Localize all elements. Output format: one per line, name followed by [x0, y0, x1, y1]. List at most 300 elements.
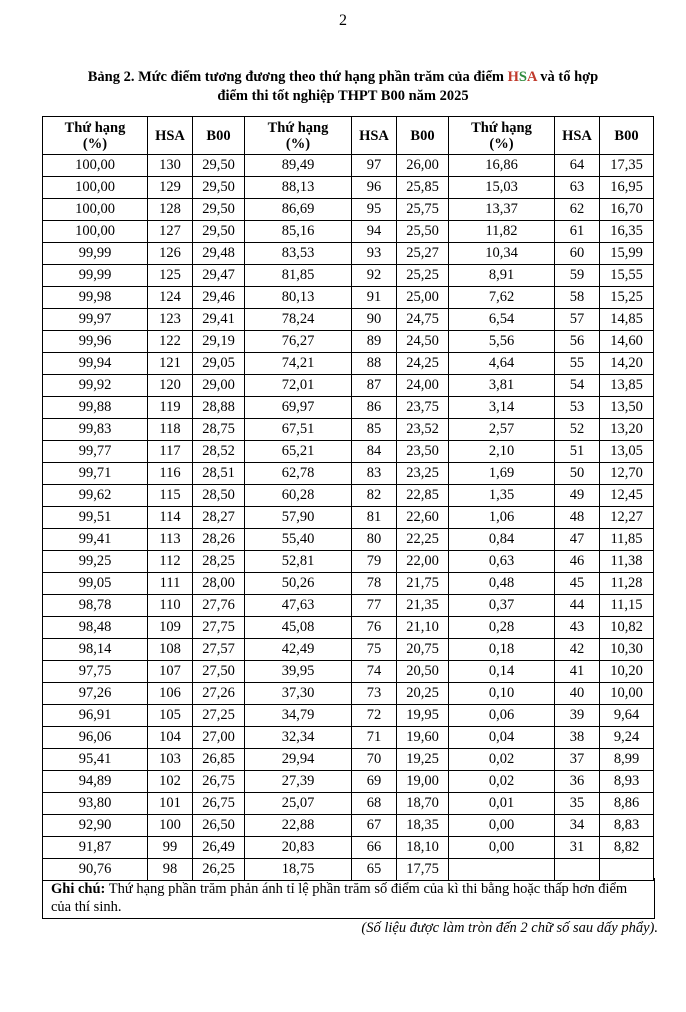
table-row [43, 661, 654, 683]
table-cell: 27,76 [193, 595, 245, 617]
table-cell: 27,57 [193, 639, 245, 661]
table-cell: 21,10 [397, 617, 449, 639]
table-row [43, 705, 654, 727]
table-cell: 32,34 [245, 727, 352, 749]
table-cell: 81,85 [245, 265, 352, 287]
table-cell: 73 [352, 683, 397, 705]
table-cell: 28,26 [193, 529, 245, 551]
table-cell: 0,48 [449, 573, 555, 595]
table-cell: 0,01 [449, 793, 555, 815]
table-cell: 27,25 [193, 705, 245, 727]
table-cell: 0,37 [449, 595, 555, 617]
table-cell: 23,50 [397, 441, 449, 463]
table-cell: 15,03 [449, 177, 555, 199]
table-cell: 28,25 [193, 551, 245, 573]
table-cell: 88,13 [245, 177, 352, 199]
table-cell: 109 [148, 617, 193, 639]
header-b00-3: B00 [600, 117, 654, 155]
table-cell: 68 [352, 793, 397, 815]
table-cell: 19,00 [397, 771, 449, 793]
table-cell: 99,98 [43, 287, 148, 309]
table-row [43, 243, 654, 265]
table-cell: 15,25 [600, 287, 654, 309]
table-cell: 108 [148, 639, 193, 661]
table-row [43, 419, 654, 441]
table-cell: 11,82 [449, 221, 555, 243]
header-rank-3: Thứ hạng (%) [449, 117, 555, 155]
table-cell: 8,82 [600, 837, 654, 859]
score-table [42, 116, 654, 881]
table-cell: 40 [555, 683, 600, 705]
table-cell: 15,55 [600, 265, 654, 287]
table-cell: 99,77 [43, 441, 148, 463]
table-cell: 24,25 [397, 353, 449, 375]
table-cell: 8,91 [449, 265, 555, 287]
table-cell: 26,75 [193, 793, 245, 815]
table-cell: 25,25 [397, 265, 449, 287]
table-cell: 99,94 [43, 353, 148, 375]
table-cell: 83,53 [245, 243, 352, 265]
table-row [43, 265, 654, 287]
table-cell: 28,27 [193, 507, 245, 529]
table-cell: 83 [352, 463, 397, 485]
table-cell: 10,00 [600, 683, 654, 705]
table-cell: 8,99 [600, 749, 654, 771]
table-cell: 65 [352, 859, 397, 881]
table-cell: 20,75 [397, 639, 449, 661]
table-cell: 27,39 [245, 771, 352, 793]
table-cell: 18,70 [397, 793, 449, 815]
table-cell: 88 [352, 353, 397, 375]
table-cell: 57 [555, 309, 600, 331]
table-row [43, 287, 654, 309]
table-row [43, 507, 654, 529]
table-cell: 112 [148, 551, 193, 573]
table-cell: 29,94 [245, 749, 352, 771]
table-cell: 54 [555, 375, 600, 397]
table-cell: 12,45 [600, 485, 654, 507]
table-cell: 81 [352, 507, 397, 529]
table-row [43, 749, 654, 771]
table-cell: 86,69 [245, 199, 352, 221]
table-cell: 58 [555, 287, 600, 309]
table-cell: 10,34 [449, 243, 555, 265]
table-cell: 14,20 [600, 353, 654, 375]
table-cell: 13,05 [600, 441, 654, 463]
table-cell: 29,19 [193, 331, 245, 353]
table-row [43, 529, 654, 551]
table-cell: 76,27 [245, 331, 352, 353]
table-cell: 0,00 [449, 837, 555, 859]
table-cell: 0,10 [449, 683, 555, 705]
table-cell: 25,75 [397, 199, 449, 221]
table-cell: 27,50 [193, 661, 245, 683]
table-cell: 11,85 [600, 529, 654, 551]
table-row [43, 617, 654, 639]
table-cell: 29,41 [193, 309, 245, 331]
table-cell: 65,21 [245, 441, 352, 463]
table-cell: 8,83 [600, 815, 654, 837]
table-cell: 95,41 [43, 749, 148, 771]
table-cell: 67 [352, 815, 397, 837]
table-cell: 46 [555, 551, 600, 573]
table-cell: 104 [148, 727, 193, 749]
table-row [43, 793, 654, 815]
title-hsa-s: S [518, 69, 527, 85]
table-cell: 94,89 [43, 771, 148, 793]
title-line1-after: và tổ hợp [536, 69, 599, 85]
table-row [43, 331, 654, 353]
table-cell: 97,26 [43, 683, 148, 705]
table-cell: 7,62 [449, 287, 555, 309]
table-cell: 42,49 [245, 639, 352, 661]
table-cell: 19,25 [397, 749, 449, 771]
table-cell: 28,00 [193, 573, 245, 595]
table-cell: 89,49 [245, 155, 352, 177]
table-cell: 22,88 [245, 815, 352, 837]
table-cell: 29,50 [193, 221, 245, 243]
table-cell: 21,75 [397, 573, 449, 595]
table-cell: 76 [352, 617, 397, 639]
table-cell: 99 [148, 837, 193, 859]
table-cell: 39,95 [245, 661, 352, 683]
table-cell: 74 [352, 661, 397, 683]
table-cell: 50 [555, 463, 600, 485]
table-cell: 94 [352, 221, 397, 243]
table-cell: 74,21 [245, 353, 352, 375]
table-cell: 0,63 [449, 551, 555, 573]
table-cell: 3,14 [449, 397, 555, 419]
table-cell: 47,63 [245, 595, 352, 617]
table-cell: 92,90 [43, 815, 148, 837]
table-cell: 0,02 [449, 749, 555, 771]
table-cell: 29,05 [193, 353, 245, 375]
table-cell: 55 [555, 353, 600, 375]
table-cell: 16,86 [449, 155, 555, 177]
table-cell: 20,50 [397, 661, 449, 683]
table-cell: 100,00 [43, 221, 148, 243]
table-cell: 102 [148, 771, 193, 793]
table-cell: 67,51 [245, 419, 352, 441]
table-cell: 45 [555, 573, 600, 595]
table-cell: 63 [555, 177, 600, 199]
table-row [43, 353, 654, 375]
table-cell: 0,18 [449, 639, 555, 661]
table-cell: 1,06 [449, 507, 555, 529]
table-cell: 9,24 [600, 727, 654, 749]
table-cell: 120 [148, 375, 193, 397]
table-cell: 26,49 [193, 837, 245, 859]
table-cell: 99,88 [43, 397, 148, 419]
table-cell: 36 [555, 771, 600, 793]
note-text: Thứ hạng phần trăm phản ánh tỉ lệ phần trăm số điểm của kì thi bằng hoặc thấp hơn điểm của thí sinh. [51, 881, 628, 915]
table-cell: 100,00 [43, 177, 148, 199]
table-cell: 42 [555, 639, 600, 661]
table-cell: 0,06 [449, 705, 555, 727]
note-label: Ghi chú: [51, 881, 106, 897]
title-hsa-a: A [526, 69, 537, 85]
table-cell: 39 [555, 705, 600, 727]
table-cell: 100,00 [43, 199, 148, 221]
table-cell: 50,26 [245, 573, 352, 595]
header-hsa-2: HSA [352, 117, 397, 155]
table-cell: 78 [352, 573, 397, 595]
table-cell: 100,00 [43, 155, 148, 177]
table-cell: 106 [148, 683, 193, 705]
table-cell: 13,20 [600, 419, 654, 441]
table-cell: 19,60 [397, 727, 449, 749]
table-cell: 99,83 [43, 419, 148, 441]
table-cell: 90,76 [43, 859, 148, 881]
table-row [43, 375, 654, 397]
table-cell: 29,47 [193, 265, 245, 287]
table-cell: 99,99 [43, 243, 148, 265]
table-cell: 98 [148, 859, 193, 881]
table-cell: 77 [352, 595, 397, 617]
table-cell: 119 [148, 397, 193, 419]
table-cell: 20,83 [245, 837, 352, 859]
table-cell: 12,70 [600, 463, 654, 485]
table-cell: 91 [352, 287, 397, 309]
table-cell: 64 [555, 155, 600, 177]
table-cell: 98,14 [43, 639, 148, 661]
table-cell: 85,16 [245, 221, 352, 243]
table-cell: 69,97 [245, 397, 352, 419]
table-row [43, 177, 654, 199]
table-row [43, 397, 654, 419]
table-cell: 69 [352, 771, 397, 793]
table-body [43, 155, 654, 881]
table-cell: 26,25 [193, 859, 245, 881]
table-cell: 11,28 [600, 573, 654, 595]
table-cell: 26,85 [193, 749, 245, 771]
table-cell: 97,75 [43, 661, 148, 683]
table-cell: 34 [555, 815, 600, 837]
table-cell: 79 [352, 551, 397, 573]
table-cell: 49 [555, 485, 600, 507]
table-cell: 99,51 [43, 507, 148, 529]
table-cell: 45,08 [245, 617, 352, 639]
table-cell: 10,30 [600, 639, 654, 661]
table-cell: 0,00 [449, 815, 555, 837]
table-cell: 116 [148, 463, 193, 485]
table-cell: 31 [555, 837, 600, 859]
table-row [43, 463, 654, 485]
table-cell: 92 [352, 265, 397, 287]
table-cell: 82 [352, 485, 397, 507]
table-cell: 6,54 [449, 309, 555, 331]
table-cell: 60,28 [245, 485, 352, 507]
table-cell: 62,78 [245, 463, 352, 485]
table-cell: 123 [148, 309, 193, 331]
table-cell: 99,25 [43, 551, 148, 573]
table-cell: 0,84 [449, 529, 555, 551]
table-cell: 95 [352, 199, 397, 221]
table-cell: 117 [148, 441, 193, 463]
header-b00-1: B00 [193, 117, 245, 155]
table-row [43, 771, 654, 793]
table-cell: 29,46 [193, 287, 245, 309]
table-row [43, 727, 654, 749]
table-cell: 101 [148, 793, 193, 815]
table-cell: 60 [555, 243, 600, 265]
table-cell: 97 [352, 155, 397, 177]
table-cell: 14,85 [600, 309, 654, 331]
table-cell: 0,14 [449, 661, 555, 683]
table-row [43, 309, 654, 331]
table-cell: 93 [352, 243, 397, 265]
table-cell: 78,24 [245, 309, 352, 331]
table-cell: 22,00 [397, 551, 449, 573]
table-cell: 2,57 [449, 419, 555, 441]
table-cell: 98,78 [43, 595, 148, 617]
table-cell: 25,27 [397, 243, 449, 265]
table-cell: 28,51 [193, 463, 245, 485]
table-cell: 86 [352, 397, 397, 419]
table-cell: 57,90 [245, 507, 352, 529]
table-cell: 13,37 [449, 199, 555, 221]
header-hsa-3: HSA [555, 117, 600, 155]
table-cell: 98,48 [43, 617, 148, 639]
table-cell: 128 [148, 199, 193, 221]
table-cell: 16,35 [600, 221, 654, 243]
table-cell: 27,75 [193, 617, 245, 639]
table-cell: 29,00 [193, 375, 245, 397]
table-cell: 23,52 [397, 419, 449, 441]
table-cell: 27,00 [193, 727, 245, 749]
table-cell: 47 [555, 529, 600, 551]
table-cell: 25,07 [245, 793, 352, 815]
table-cell: 87 [352, 375, 397, 397]
table-row [43, 485, 654, 507]
table-cell: 29,48 [193, 243, 245, 265]
table-cell: 28,50 [193, 485, 245, 507]
title-hsa-h: H [507, 69, 519, 85]
table-cell: 56 [555, 331, 600, 353]
header-rank-1: Thứ hạng (%) [43, 117, 148, 155]
table-cell: 96,91 [43, 705, 148, 727]
table-cell: 25,50 [397, 221, 449, 243]
table-cell: 90 [352, 309, 397, 331]
table-title [40, 68, 646, 106]
table-cell: 41 [555, 661, 600, 683]
table-cell: 18,35 [397, 815, 449, 837]
table-cell: 71 [352, 727, 397, 749]
table-cell: 48 [555, 507, 600, 529]
table-cell: 1,69 [449, 463, 555, 485]
table-cell: 27,26 [193, 683, 245, 705]
table-cell: 125 [148, 265, 193, 287]
table-cell: 99,05 [43, 573, 148, 595]
table-cell: 107 [148, 661, 193, 683]
table-cell: 93,80 [43, 793, 148, 815]
header-row [43, 117, 654, 155]
table-cell: 43 [555, 617, 600, 639]
table-cell: 12,27 [600, 507, 654, 529]
table-cell: 24,00 [397, 375, 449, 397]
table-cell: 21,35 [397, 595, 449, 617]
table-cell: 5,56 [449, 331, 555, 353]
table-cell: 0,02 [449, 771, 555, 793]
table-cell: 10,20 [600, 661, 654, 683]
table-cell: 114 [148, 507, 193, 529]
table-row [43, 441, 654, 463]
table-cell: 10,82 [600, 617, 654, 639]
table-cell: 20,25 [397, 683, 449, 705]
table-cell: 22,60 [397, 507, 449, 529]
table-cell: 115 [148, 485, 193, 507]
table-cell: 9,64 [600, 705, 654, 727]
table-cell: 26,75 [193, 771, 245, 793]
table-cell: 26,50 [193, 815, 245, 837]
table-cell: 1,35 [449, 485, 555, 507]
table-cell: 126 [148, 243, 193, 265]
table-cell: 96,06 [43, 727, 148, 749]
table-cell: 118 [148, 419, 193, 441]
table-cell: 35 [555, 793, 600, 815]
header-hsa-1: HSA [148, 117, 193, 155]
table-cell: 28,88 [193, 397, 245, 419]
table-cell: 14,60 [600, 331, 654, 353]
table-cell: 85 [352, 419, 397, 441]
note-box [42, 878, 655, 919]
table-cell: 4,64 [449, 353, 555, 375]
table-cell: 124 [148, 287, 193, 309]
table-cell: 11,15 [600, 595, 654, 617]
table-cell: 24,50 [397, 331, 449, 353]
table-cell: 38 [555, 727, 600, 749]
table-cell: 103 [148, 749, 193, 771]
table-cell: 52 [555, 419, 600, 441]
table-cell: 129 [148, 177, 193, 199]
table-cell: 22,85 [397, 485, 449, 507]
table-row [43, 573, 654, 595]
table-cell: 62 [555, 199, 600, 221]
table-cell: 2,10 [449, 441, 555, 463]
rounding-note: (Số liệu được làm tròn đến 2 chữ số sau dấy phẩy). [361, 920, 658, 936]
table-cell: 15,99 [600, 243, 654, 265]
table-cell: 22,25 [397, 529, 449, 551]
table-cell: 127 [148, 221, 193, 243]
table-cell: 37 [555, 749, 600, 771]
table-cell: 61 [555, 221, 600, 243]
table-cell: 0,04 [449, 727, 555, 749]
table-cell: 130 [148, 155, 193, 177]
table-cell: 89 [352, 331, 397, 353]
table-cell: 16,95 [600, 177, 654, 199]
table-row [43, 683, 654, 705]
header-rank-2: Thứ hạng (%) [245, 117, 352, 155]
table-cell: 99,97 [43, 309, 148, 331]
table-cell: 72,01 [245, 375, 352, 397]
table-row [43, 815, 654, 837]
table-cell: 122 [148, 331, 193, 353]
table-cell: 11,38 [600, 551, 654, 573]
page-number: 2 [339, 12, 347, 29]
table-cell: 8,86 [600, 793, 654, 815]
table-cell: 25,00 [397, 287, 449, 309]
table-row [43, 837, 654, 859]
table-cell: 99,71 [43, 463, 148, 485]
title-line2: điểm thi tốt nghiệp THPT B00 năm 2025 [217, 88, 469, 104]
table-cell: 3,81 [449, 375, 555, 397]
table-cell: 29,50 [193, 155, 245, 177]
table-cell: 18,10 [397, 837, 449, 859]
table-cell: 59 [555, 265, 600, 287]
table-cell: 100 [148, 815, 193, 837]
table-cell: 8,93 [600, 771, 654, 793]
table-row [43, 595, 654, 617]
